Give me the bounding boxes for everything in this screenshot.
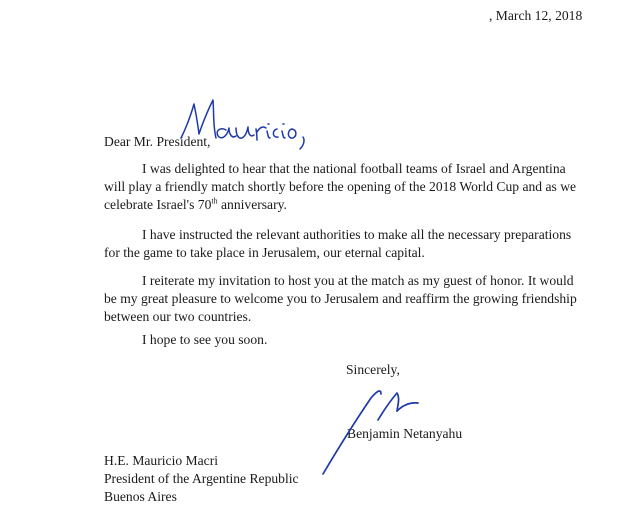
paragraph-1-line-2: will play a friendly match shortly before the opening of the 2018 World Cup and as we bbox=[104, 179, 577, 194]
paragraph-2-line-2: for the game to take place in Jerusalem, our eternal capital. bbox=[104, 245, 425, 260]
recipient-name: H.E. Mauricio Macri bbox=[104, 453, 219, 468]
paragraph-3-line-2: be my great pleasure to welcome you to Jerusalem and reaffirm the growing friendship bbox=[104, 291, 577, 306]
paragraph-1-line-3: celebrate Israel's 70 bbox=[104, 197, 212, 212]
paragraph-2-line-1: I have instructed the relevant authorities to make all the necessary preparations bbox=[142, 227, 572, 242]
salutation: Dear Mr. President, bbox=[104, 134, 211, 149]
closing: Sincerely, bbox=[346, 362, 400, 377]
paragraph-3-line-3: between our two countries. bbox=[104, 309, 252, 324]
paragraph-3 bbox=[104, 272, 604, 326]
signer-name: Benjamin Netanyahu bbox=[347, 426, 463, 441]
recipient-title: President of the Argentine Republic bbox=[104, 471, 299, 486]
letter-date: , March 12, 2018 bbox=[489, 8, 583, 23]
paragraph-1-line-1: I was delighted to hear that the national football teams of Israel and Argentina bbox=[142, 161, 566, 176]
paragraph-4 bbox=[104, 331, 604, 349]
ordinal-suffix: th bbox=[211, 196, 218, 206]
paragraph-1 bbox=[104, 160, 604, 214]
paragraph-1-line-3-end: anniversary. bbox=[217, 197, 287, 212]
paragraph-3-line-1: I reiterate my invitation to host you at the match as my guest of honor. It would bbox=[142, 273, 574, 288]
recipient-city: Buenos Aires bbox=[104, 489, 177, 504]
paragraph-4-line-1: I hope to see you soon. bbox=[142, 332, 268, 347]
paragraph-2 bbox=[104, 226, 604, 262]
recipient-address bbox=[104, 452, 299, 506]
